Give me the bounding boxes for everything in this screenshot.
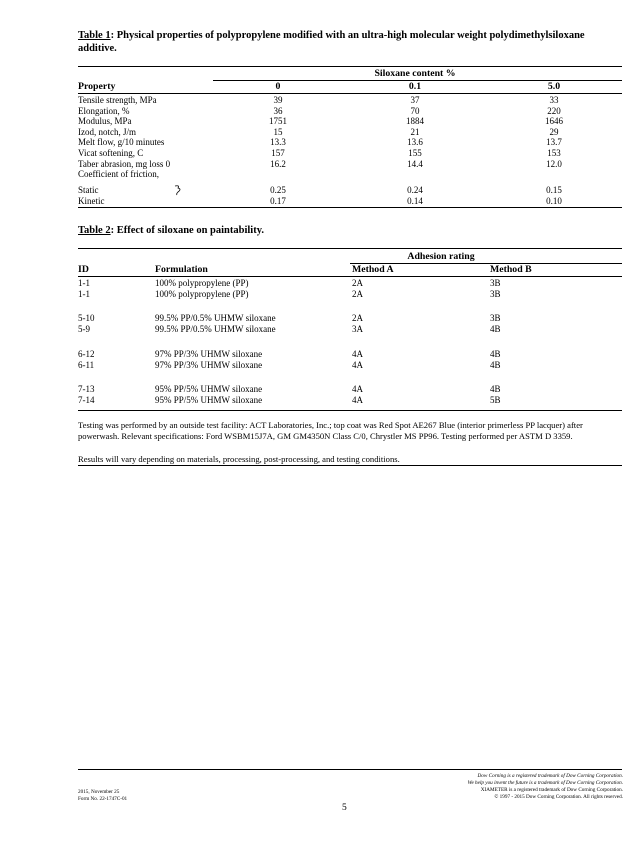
- table2-row-method-b: 4B: [490, 323, 501, 334]
- table1-row-property: Kinetic: [78, 195, 105, 206]
- table2-row-method-b: 4B: [490, 349, 501, 359]
- table2-row-method-a: 4A: [352, 359, 363, 370]
- table2-bottom-rule: [78, 410, 622, 411]
- table1-row-v5: 1646: [545, 116, 563, 127]
- table2-caption: [78, 224, 618, 237]
- table2-row-method-a: 4A: [352, 384, 363, 394]
- table2-disclaimer: Results will vary depending on materials, processing, post-processing, and testing conditions.: [78, 454, 400, 464]
- table1-top-rule: [78, 66, 622, 67]
- table1-row-v5: 0.10: [546, 195, 562, 206]
- footer-trademark-1: Dow Corning is a registered trademark of Dow Corning Corporation.: [477, 773, 623, 779]
- table1-header-rule: [78, 93, 622, 94]
- table1-col-property: Property: [78, 81, 116, 92]
- table1-row-v0: 15: [273, 126, 283, 137]
- table1-row-v0: 13.3: [270, 137, 286, 148]
- table2-row-id: 7-14: [78, 394, 95, 405]
- table2-row-formulation: 97% PP/3% UHMW siloxane: [155, 359, 263, 370]
- table1-row-v0: 1751: [269, 116, 287, 127]
- table1-row-v01: 14.4: [407, 158, 423, 169]
- table2-caption-text: : Effect of siloxane on paintability.: [110, 225, 265, 236]
- note-bottom-rule: [78, 465, 622, 466]
- table2-row-id: 5-10: [78, 313, 95, 323]
- footer-form-number: Form No. 22-1747C-01: [78, 796, 128, 802]
- table1-row-v01: 13.6: [407, 137, 423, 148]
- table1-row-v01: 37: [410, 95, 420, 105]
- table1-row-property: Taber abrasion, mg loss 0: [78, 158, 171, 169]
- table1-row-v0: 0.25: [270, 185, 286, 195]
- table2-row-id: 1-1: [78, 288, 90, 299]
- table1-row-v5: 13.7: [546, 137, 562, 148]
- table2-row-method-a: 2A: [352, 278, 363, 288]
- table2-row-method-b: 3B: [490, 278, 501, 288]
- table2-row-method-b: 3B: [490, 288, 501, 299]
- table2-row-formulation: 99.5% PP/0.5% UHMW siloxane: [155, 323, 276, 334]
- table2-row-method-a: 3A: [352, 323, 363, 334]
- table2-row-id: 6-11: [78, 359, 95, 370]
- table2-header-rule: [78, 276, 622, 277]
- table1-row-property: Modulus, MPa: [78, 116, 132, 127]
- table1-row-v01: 155: [408, 148, 422, 158]
- table2-group-header: Adhesion rating: [407, 251, 475, 262]
- table1-row-v0: 16.2: [270, 158, 286, 169]
- footer-trademark-3: XIAMETER is a registered trademark of Dow Corning Corporation.: [480, 787, 623, 793]
- table1-row-v5: 0.15: [546, 185, 562, 195]
- table1-row-v5: 33: [549, 95, 559, 105]
- table1-group-header: Siloxane content %: [374, 68, 456, 79]
- table1-col-5: 5.0: [547, 81, 561, 92]
- table2-row-method-b: 3B: [490, 313, 501, 323]
- table2-col-method-a: Method A: [352, 264, 394, 275]
- table1-row-v0: 36: [273, 105, 283, 116]
- table2-caption-label: Table 2: [78, 225, 111, 236]
- table2-row-id: 6-12: [78, 349, 95, 359]
- table1-row-property: Izod, notch, J/m: [78, 126, 136, 137]
- table1-caption: [78, 29, 618, 55]
- table2-row-formulation: 95% PP/5% UHMW siloxane: [155, 394, 263, 405]
- table1-row-property: Coefficient of friction,: [78, 169, 160, 180]
- table1-col-0: 0: [275, 81, 281, 92]
- table2-row-method-b: 4B: [490, 359, 501, 370]
- table1-row-v01: 0.14: [407, 195, 423, 206]
- table1-row-property: Static: [78, 185, 99, 195]
- table1-row-property: Melt flow, g/10 minutes: [78, 137, 165, 148]
- table2-row-method-b: 4B: [490, 384, 501, 394]
- footer-rule: [78, 769, 622, 770]
- table1-row-property: Elongation, %: [78, 105, 130, 116]
- scribble-mark: [173, 184, 183, 196]
- table1-row-v0: 39: [273, 95, 283, 105]
- table2-row-id: 7-13: [78, 384, 95, 394]
- table2-row-id: 5-9: [78, 323, 90, 334]
- table2-row-formulation: 100% polypropylene (PP): [155, 278, 249, 288]
- table1-row-property: Tensile strength, MPa: [78, 95, 157, 105]
- footer-copyright: © 1997 - 2015 Dow Corning Corporation. All rights reserved.: [494, 794, 623, 800]
- table1-row-v5: 153: [547, 148, 561, 158]
- table1-row-v0: 157: [271, 148, 285, 158]
- table2-test-note: Testing was performed by an outside test facility: ACT Laboratories, Inc.; top coat was Red Spot AE267 Blue (interior primerless PP lacquer) after powerwash. Relevant specifications: Ford WSBM15J7A, GM GM4350N Class C/0, Chrystler MS PP96. Testing performed per ASTM D 3359.: [78, 420, 583, 441]
- table2-row-method-b: 5B: [490, 394, 501, 405]
- page-number: 5: [342, 803, 347, 813]
- table2-row-method-a: 2A: [352, 313, 363, 323]
- table1-row-v5: 220: [547, 105, 561, 116]
- table1-row-property: Vicat softening, C: [78, 148, 144, 158]
- table1-row-v01: 1884: [406, 116, 424, 127]
- table1-row-v01: 0.24: [407, 185, 423, 195]
- table2-row-formulation: 99.5% PP/0.5% UHMW siloxane: [155, 313, 276, 323]
- table1-bottom-rule: [78, 207, 622, 208]
- table2-col-id: ID: [78, 264, 89, 275]
- table2-row-formulation: 97% PP/3% UHMW siloxane: [155, 349, 263, 359]
- table2-row-method-a: 2A: [352, 288, 363, 299]
- table1-row-v5: 12.0: [546, 158, 562, 169]
- table1-row-v0: 0.17: [270, 195, 286, 206]
- table1-row-v01: 21: [410, 126, 420, 137]
- footer-trademark-2: We help you invent the future is a trademark of Dow Corning Corporation.: [467, 780, 623, 786]
- table1-caption-text: : Physical properties of polypropylene modified with an ultra-high molecular weight polydimethylsiloxane additive.: [78, 30, 585, 54]
- table1-col-01: 0.1: [408, 81, 422, 92]
- table2-top-rule: [78, 248, 622, 249]
- table2-row-method-a: 4A: [352, 394, 363, 405]
- table2-row-method-a: 4A: [352, 349, 363, 359]
- table2-col-formulation: Formulation: [155, 264, 208, 275]
- table2-row-formulation: 100% polypropylene (PP): [155, 288, 249, 299]
- footer-date: 2015, November 25: [78, 789, 120, 795]
- table1-row-v5: 29: [549, 126, 559, 137]
- table2-row-id: 1-1: [78, 278, 90, 288]
- table2-col-method-b: Method B: [490, 264, 532, 275]
- table2-row-formulation: 95% PP/5% UHMW siloxane: [155, 384, 263, 394]
- table1-row-v01: 70: [410, 105, 420, 116]
- table1-caption-label: Table 1: [78, 30, 111, 41]
